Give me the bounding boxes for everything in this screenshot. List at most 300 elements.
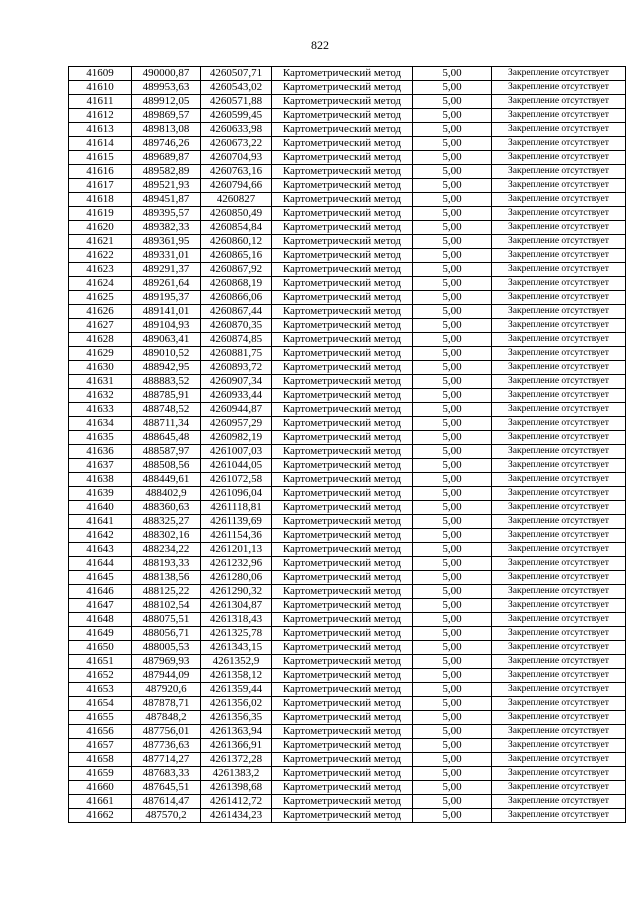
table-row	[69, 319, 626, 333]
y-coordinate-cell: 4260865,16	[201, 249, 272, 263]
status-cell: Закрепление отсутствует	[492, 81, 626, 95]
method-cell: Картометрический метод	[272, 739, 413, 753]
method-cell: Картометрический метод	[272, 249, 413, 263]
method-cell: Картометрический метод	[272, 697, 413, 711]
status-cell: Закрепление отсутствует	[492, 501, 626, 515]
x-coordinate-cell: 487645,51	[132, 781, 201, 795]
table-row	[69, 403, 626, 417]
accuracy-cell: 5,00	[413, 543, 492, 557]
method-cell: Картометрический метод	[272, 725, 413, 739]
y-coordinate-cell: 4261072,58	[201, 473, 272, 487]
point-number-cell: 41634	[69, 417, 132, 431]
point-number-cell: 41630	[69, 361, 132, 375]
point-number-cell: 41656	[69, 725, 132, 739]
table-row	[69, 445, 626, 459]
x-coordinate-cell: 487714,27	[132, 753, 201, 767]
status-cell: Закрепление отсутствует	[492, 95, 626, 109]
point-number-cell: 41646	[69, 585, 132, 599]
table-row	[69, 669, 626, 683]
status-cell: Закрепление отсутствует	[492, 683, 626, 697]
x-coordinate-cell: 488138,56	[132, 571, 201, 585]
status-cell: Закрепление отсутствует	[492, 641, 626, 655]
status-cell: Закрепление отсутствует	[492, 207, 626, 221]
y-coordinate-cell: 4261372,28	[201, 753, 272, 767]
table-row	[69, 151, 626, 165]
table-row	[69, 627, 626, 641]
table-row	[69, 95, 626, 109]
x-coordinate-cell: 489582,89	[132, 165, 201, 179]
point-number-cell: 41647	[69, 599, 132, 613]
y-coordinate-cell: 4260633,98	[201, 123, 272, 137]
x-coordinate-cell: 489291,37	[132, 263, 201, 277]
table-row	[69, 109, 626, 123]
status-cell: Закрепление отсутствует	[492, 753, 626, 767]
y-coordinate-cell: 4261412,72	[201, 795, 272, 809]
accuracy-cell: 5,00	[413, 599, 492, 613]
point-number-cell: 41612	[69, 109, 132, 123]
y-coordinate-cell: 4260870,35	[201, 319, 272, 333]
method-cell: Картометрический метод	[272, 445, 413, 459]
status-cell: Закрепление отсутствует	[492, 193, 626, 207]
y-coordinate-cell: 4261139,69	[201, 515, 272, 529]
point-number-cell: 41636	[69, 445, 132, 459]
point-number-cell: 41618	[69, 193, 132, 207]
accuracy-cell: 5,00	[413, 221, 492, 235]
point-number-cell: 41643	[69, 543, 132, 557]
point-number-cell: 41641	[69, 515, 132, 529]
x-coordinate-cell: 488234,22	[132, 543, 201, 557]
method-cell: Картометрический метод	[272, 109, 413, 123]
status-cell: Закрепление отсутствует	[492, 515, 626, 529]
status-cell: Закрепление отсутствует	[492, 529, 626, 543]
accuracy-cell: 5,00	[413, 277, 492, 291]
table-row	[69, 795, 626, 809]
table-row	[69, 81, 626, 95]
table-row	[69, 165, 626, 179]
point-number-cell: 41623	[69, 263, 132, 277]
table-row	[69, 655, 626, 669]
method-cell: Картометрический метод	[272, 305, 413, 319]
point-number-cell: 41625	[69, 291, 132, 305]
x-coordinate-cell: 490000,87	[132, 67, 201, 81]
x-coordinate-cell: 488056,71	[132, 627, 201, 641]
accuracy-cell: 5,00	[413, 137, 492, 151]
method-cell: Картометрический метод	[272, 361, 413, 375]
method-cell: Картометрический метод	[272, 389, 413, 403]
table-row	[69, 123, 626, 137]
y-coordinate-cell: 4260944,87	[201, 403, 272, 417]
x-coordinate-cell: 487878,71	[132, 697, 201, 711]
method-cell: Картометрический метод	[272, 809, 413, 823]
y-coordinate-cell: 4261356,35	[201, 711, 272, 725]
point-number-cell: 41617	[69, 179, 132, 193]
point-number-cell: 41639	[69, 487, 132, 501]
point-number-cell: 41652	[69, 669, 132, 683]
status-cell: Закрепление отсутствует	[492, 375, 626, 389]
method-cell: Картометрический метод	[272, 459, 413, 473]
table-row	[69, 347, 626, 361]
accuracy-cell: 5,00	[413, 361, 492, 375]
accuracy-cell: 5,00	[413, 529, 492, 543]
x-coordinate-cell: 489869,57	[132, 109, 201, 123]
accuracy-cell: 5,00	[413, 739, 492, 753]
x-coordinate-cell: 489521,93	[132, 179, 201, 193]
status-cell: Закрепление отсутствует	[492, 277, 626, 291]
point-number-cell: 41628	[69, 333, 132, 347]
point-number-cell: 41662	[69, 809, 132, 823]
point-number-cell: 41626	[69, 305, 132, 319]
method-cell: Картометрический метод	[272, 795, 413, 809]
table-row	[69, 305, 626, 319]
accuracy-cell: 5,00	[413, 431, 492, 445]
method-cell: Картометрический метод	[272, 67, 413, 81]
table-row	[69, 179, 626, 193]
x-coordinate-cell: 488193,33	[132, 557, 201, 571]
table-row	[69, 263, 626, 277]
accuracy-cell: 5,00	[413, 249, 492, 263]
accuracy-cell: 5,00	[413, 585, 492, 599]
point-number-cell: 41635	[69, 431, 132, 445]
table-row	[69, 361, 626, 375]
table-row	[69, 431, 626, 445]
x-coordinate-cell: 489912,05	[132, 95, 201, 109]
status-cell: Закрепление отсутствует	[492, 249, 626, 263]
point-number-cell: 41649	[69, 627, 132, 641]
method-cell: Картометрический метод	[272, 515, 413, 529]
table-row	[69, 543, 626, 557]
y-coordinate-cell: 4261363,94	[201, 725, 272, 739]
accuracy-cell: 5,00	[413, 263, 492, 277]
status-cell: Закрепление отсутствует	[492, 151, 626, 165]
status-cell: Закрепление отсутствует	[492, 123, 626, 137]
method-cell: Картометрический метод	[272, 221, 413, 235]
x-coordinate-cell: 489746,26	[132, 137, 201, 151]
point-number-cell: 41645	[69, 571, 132, 585]
method-cell: Картометрический метод	[272, 599, 413, 613]
point-number-cell: 41632	[69, 389, 132, 403]
method-cell: Картометрический метод	[272, 263, 413, 277]
table-row	[69, 809, 626, 823]
point-number-cell: 41633	[69, 403, 132, 417]
method-cell: Картометрический метод	[272, 431, 413, 445]
y-coordinate-cell: 4260868,19	[201, 277, 272, 291]
table-row	[69, 571, 626, 585]
point-number-cell: 41661	[69, 795, 132, 809]
y-coordinate-cell: 4261434,23	[201, 809, 272, 823]
status-cell: Закрепление отсутствует	[492, 781, 626, 795]
status-cell: Закрепление отсутствует	[492, 347, 626, 361]
x-coordinate-cell: 489813,08	[132, 123, 201, 137]
table-row	[69, 375, 626, 389]
method-cell: Картометрический метод	[272, 487, 413, 501]
status-cell: Закрепление отсутствует	[492, 767, 626, 781]
table-row	[69, 277, 626, 291]
y-coordinate-cell: 4261280,06	[201, 571, 272, 585]
y-coordinate-cell: 4261383,2	[201, 767, 272, 781]
accuracy-cell: 5,00	[413, 809, 492, 823]
point-number-cell: 41616	[69, 165, 132, 179]
status-cell: Закрепление отсутствует	[492, 389, 626, 403]
x-coordinate-cell: 488005,53	[132, 641, 201, 655]
x-coordinate-cell: 489195,37	[132, 291, 201, 305]
y-coordinate-cell: 4260571,88	[201, 95, 272, 109]
y-coordinate-cell: 4261325,78	[201, 627, 272, 641]
accuracy-cell: 5,00	[413, 697, 492, 711]
accuracy-cell: 5,00	[413, 753, 492, 767]
x-coordinate-cell: 489010,52	[132, 347, 201, 361]
point-number-cell: 41621	[69, 235, 132, 249]
accuracy-cell: 5,00	[413, 501, 492, 515]
method-cell: Картометрический метод	[272, 627, 413, 641]
status-cell: Закрепление отсутствует	[492, 137, 626, 151]
method-cell: Картометрический метод	[272, 543, 413, 557]
method-cell: Картометрический метод	[272, 333, 413, 347]
x-coordinate-cell: 489141,01	[132, 305, 201, 319]
x-coordinate-cell: 489382,33	[132, 221, 201, 235]
y-coordinate-cell: 4260673,22	[201, 137, 272, 151]
y-coordinate-cell: 4261096,04	[201, 487, 272, 501]
table-row	[69, 291, 626, 305]
x-coordinate-cell: 488402,9	[132, 487, 201, 501]
method-cell: Картометрический метод	[272, 711, 413, 725]
status-cell: Закрепление отсутствует	[492, 431, 626, 445]
point-number-cell: 41657	[69, 739, 132, 753]
y-coordinate-cell: 4260850,49	[201, 207, 272, 221]
accuracy-cell: 5,00	[413, 711, 492, 725]
y-coordinate-cell: 4260599,45	[201, 109, 272, 123]
x-coordinate-cell: 487920,6	[132, 683, 201, 697]
table-row	[69, 417, 626, 431]
method-cell: Картометрический метод	[272, 347, 413, 361]
y-coordinate-cell: 4260794,66	[201, 179, 272, 193]
x-coordinate-cell: 488125,22	[132, 585, 201, 599]
table-row	[69, 753, 626, 767]
status-cell: Закрепление отсутствует	[492, 669, 626, 683]
y-coordinate-cell: 4261304,87	[201, 599, 272, 613]
table-row	[69, 459, 626, 473]
x-coordinate-cell: 488645,48	[132, 431, 201, 445]
point-number-cell: 41654	[69, 697, 132, 711]
table-row	[69, 585, 626, 599]
y-coordinate-cell: 4261290,32	[201, 585, 272, 599]
table-row	[69, 767, 626, 781]
method-cell: Картометрический метод	[272, 151, 413, 165]
point-number-cell: 41655	[69, 711, 132, 725]
point-number-cell: 41659	[69, 767, 132, 781]
point-number-cell: 41640	[69, 501, 132, 515]
status-cell: Закрепление отсутствует	[492, 263, 626, 277]
y-coordinate-cell: 4261154,36	[201, 529, 272, 543]
x-coordinate-cell: 489395,57	[132, 207, 201, 221]
accuracy-cell: 5,00	[413, 81, 492, 95]
y-coordinate-cell: 4261044,05	[201, 459, 272, 473]
method-cell: Картометрический метод	[272, 207, 413, 221]
table-row	[69, 67, 626, 81]
point-number-cell: 41620	[69, 221, 132, 235]
status-cell: Закрепление отсутствует	[492, 473, 626, 487]
method-cell: Картометрический метод	[272, 669, 413, 683]
x-coordinate-cell: 487944,09	[132, 669, 201, 683]
point-number-cell: 41611	[69, 95, 132, 109]
method-cell: Картометрический метод	[272, 319, 413, 333]
table-row	[69, 781, 626, 795]
status-cell: Закрепление отсутствует	[492, 319, 626, 333]
accuracy-cell: 5,00	[413, 459, 492, 473]
x-coordinate-cell: 488360,63	[132, 501, 201, 515]
x-coordinate-cell: 489331,01	[132, 249, 201, 263]
table-row	[69, 473, 626, 487]
table-row	[69, 599, 626, 613]
table-row	[69, 137, 626, 151]
point-number-cell: 41629	[69, 347, 132, 361]
accuracy-cell: 5,00	[413, 655, 492, 669]
x-coordinate-cell: 487736,63	[132, 739, 201, 753]
method-cell: Картометрический метод	[272, 753, 413, 767]
table-row	[69, 487, 626, 501]
status-cell: Закрепление отсутствует	[492, 585, 626, 599]
y-coordinate-cell: 4261352,9	[201, 655, 272, 669]
y-coordinate-cell: 4260867,44	[201, 305, 272, 319]
status-cell: Закрепление отсутствует	[492, 221, 626, 235]
method-cell: Картометрический метод	[272, 613, 413, 627]
status-cell: Закрепление отсутствует	[492, 235, 626, 249]
method-cell: Картометрический метод	[272, 137, 413, 151]
x-coordinate-cell: 487969,93	[132, 655, 201, 669]
x-coordinate-cell: 488325,27	[132, 515, 201, 529]
point-number-cell: 41614	[69, 137, 132, 151]
table-row	[69, 683, 626, 697]
x-coordinate-cell: 487570,2	[132, 809, 201, 823]
accuracy-cell: 5,00	[413, 781, 492, 795]
accuracy-cell: 5,00	[413, 473, 492, 487]
accuracy-cell: 5,00	[413, 67, 492, 81]
y-coordinate-cell: 4261358,12	[201, 669, 272, 683]
status-cell: Закрепление отсутствует	[492, 487, 626, 501]
y-coordinate-cell: 4260507,71	[201, 67, 272, 81]
accuracy-cell: 5,00	[413, 725, 492, 739]
table-row	[69, 613, 626, 627]
accuracy-cell: 5,00	[413, 207, 492, 221]
table-row	[69, 711, 626, 725]
point-number-cell: 41651	[69, 655, 132, 669]
status-cell: Закрепление отсутствует	[492, 179, 626, 193]
status-cell: Закрепление отсутствует	[492, 165, 626, 179]
table-row	[69, 207, 626, 221]
page-number: 822	[311, 38, 329, 52]
method-cell: Картометрический метод	[272, 179, 413, 193]
accuracy-cell: 5,00	[413, 795, 492, 809]
y-coordinate-cell: 4261232,96	[201, 557, 272, 571]
method-cell: Картометрический метод	[272, 417, 413, 431]
table-row	[69, 641, 626, 655]
table-row	[69, 193, 626, 207]
method-cell: Картометрический метод	[272, 641, 413, 655]
x-coordinate-cell: 488587,97	[132, 445, 201, 459]
status-cell: Закрепление отсутствует	[492, 543, 626, 557]
method-cell: Картометрический метод	[272, 473, 413, 487]
y-coordinate-cell: 4261356,02	[201, 697, 272, 711]
status-cell: Закрепление отсутствует	[492, 739, 626, 753]
x-coordinate-cell: 487614,47	[132, 795, 201, 809]
accuracy-cell: 5,00	[413, 151, 492, 165]
y-coordinate-cell: 4260933,44	[201, 389, 272, 403]
status-cell: Закрепление отсутствует	[492, 403, 626, 417]
status-cell: Закрепление отсутствует	[492, 109, 626, 123]
x-coordinate-cell: 489104,93	[132, 319, 201, 333]
table-row	[69, 389, 626, 403]
accuracy-cell: 5,00	[413, 193, 492, 207]
table-row	[69, 501, 626, 515]
y-coordinate-cell: 4261318,43	[201, 613, 272, 627]
x-coordinate-cell: 488102,54	[132, 599, 201, 613]
accuracy-cell: 5,00	[413, 445, 492, 459]
table-row	[69, 725, 626, 739]
method-cell: Картометрический метод	[272, 81, 413, 95]
status-cell: Закрепление отсутствует	[492, 291, 626, 305]
method-cell: Картометрический метод	[272, 585, 413, 599]
y-coordinate-cell: 4260893,72	[201, 361, 272, 375]
method-cell: Картометрический метод	[272, 95, 413, 109]
table-row	[69, 515, 626, 529]
status-cell: Закрепление отсутствует	[492, 67, 626, 81]
accuracy-cell: 5,00	[413, 319, 492, 333]
y-coordinate-cell: 4260827	[201, 193, 272, 207]
point-number-cell: 41631	[69, 375, 132, 389]
table-row	[69, 235, 626, 249]
x-coordinate-cell: 488942,95	[132, 361, 201, 375]
status-cell: Закрепление отсутствует	[492, 599, 626, 613]
y-coordinate-cell: 4260866,06	[201, 291, 272, 305]
status-cell: Закрепление отсутствует	[492, 697, 626, 711]
accuracy-cell: 5,00	[413, 669, 492, 683]
point-number-cell: 41642	[69, 529, 132, 543]
accuracy-cell: 5,00	[413, 487, 492, 501]
table-row	[69, 739, 626, 753]
point-number-cell: 41627	[69, 319, 132, 333]
y-coordinate-cell: 4260867,92	[201, 263, 272, 277]
y-coordinate-cell: 4260881,75	[201, 347, 272, 361]
y-coordinate-cell: 4260982,19	[201, 431, 272, 445]
point-number-cell: 41637	[69, 459, 132, 473]
status-cell: Закрепление отсутствует	[492, 613, 626, 627]
point-number-cell: 41660	[69, 781, 132, 795]
accuracy-cell: 5,00	[413, 235, 492, 249]
point-number-cell: 41653	[69, 683, 132, 697]
x-coordinate-cell: 488883,52	[132, 375, 201, 389]
y-coordinate-cell: 4261118,81	[201, 501, 272, 515]
status-cell: Закрепление отсутствует	[492, 655, 626, 669]
status-cell: Закрепление отсутствует	[492, 711, 626, 725]
y-coordinate-cell: 4260957,29	[201, 417, 272, 431]
method-cell: Картометрический метод	[272, 375, 413, 389]
accuracy-cell: 5,00	[413, 291, 492, 305]
x-coordinate-cell: 489261,64	[132, 277, 201, 291]
x-coordinate-cell: 488748,52	[132, 403, 201, 417]
accuracy-cell: 5,00	[413, 109, 492, 123]
status-cell: Закрепление отсутствует	[492, 725, 626, 739]
table-row	[69, 221, 626, 235]
method-cell: Картометрический метод	[272, 123, 413, 137]
point-number-cell: 41658	[69, 753, 132, 767]
status-cell: Закрепление отсутствует	[492, 459, 626, 473]
y-coordinate-cell: 4261359,44	[201, 683, 272, 697]
method-cell: Картометрический метод	[272, 501, 413, 515]
status-cell: Закрепление отсутствует	[492, 305, 626, 319]
accuracy-cell: 5,00	[413, 403, 492, 417]
y-coordinate-cell: 4261007,03	[201, 445, 272, 459]
status-cell: Закрепление отсутствует	[492, 627, 626, 641]
y-coordinate-cell: 4261343,15	[201, 641, 272, 655]
